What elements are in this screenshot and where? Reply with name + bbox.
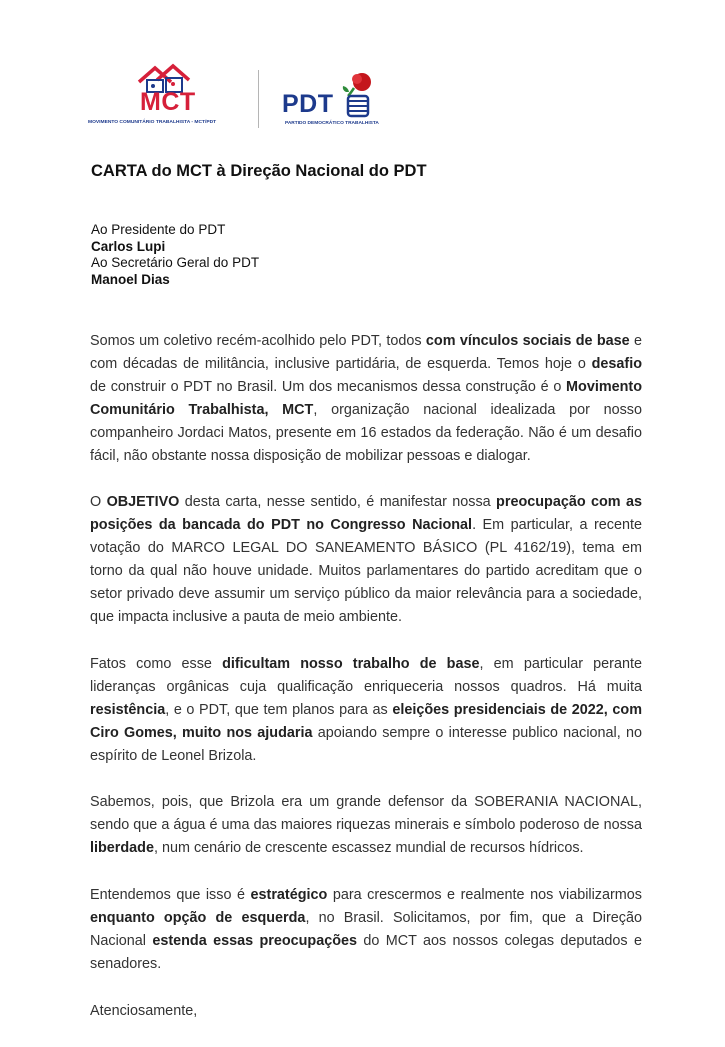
- pdt-rose-fist-icon: [340, 70, 380, 120]
- p1-text: de construir o PDT no Brasil. Um dos mecanismos dessa construção é o: [90, 378, 567, 395]
- pdt-logo-subtitle: PARTIDO DEMOCRÁTICO TRABALHISTA: [285, 121, 379, 126]
- pdt-logo: [282, 68, 392, 134]
- pdt-logo-text: PDT: [282, 90, 334, 118]
- page-title: CARTA do MCT à Direção Nacional do PDT: [91, 162, 427, 180]
- letterhead: [0, 0, 725, 150]
- paragraph-2: [90, 491, 642, 628]
- p2-bold: OBJETIVO: [106, 494, 180, 511]
- p2-text: desta carta, nesse sentido, é manifestar nossa: [179, 494, 497, 511]
- paragraph-3: [90, 653, 642, 768]
- letter-body: [90, 330, 642, 1047]
- recipient-block: [91, 222, 259, 288]
- p2-text: . Em particular, a recente votação do MARCO LEGAL DO SANEAMENTO BÁSICO (PL 4162/19), tema em torno da qual não houve unidade. Muitos parlamentares do partido acreditam que o setor privado deve assumir um serviço público da maior relevância para a sociedade, que impacta inclusive a pauta de meio ambiente.: [90, 517, 642, 625]
- mct-logo: [88, 62, 248, 132]
- paragraph-5: [90, 884, 642, 976]
- logo-divider: [258, 70, 259, 128]
- p5-text: , no Brasil. Solicitamos, por fim, que a Direção Nacional: [90, 910, 642, 949]
- recipient-line-2: Ao Secretário Geral do PDT: [91, 255, 260, 270]
- recipient-name-2: Manoel Dias: [91, 271, 170, 287]
- paragraph-4: [90, 791, 642, 860]
- p3-text: apoiando sempre o interesse publico nacional, no espírito de Leonel Brizola.: [90, 724, 642, 764]
- mct-logo-subtitle: MOVIMENTO COMUNITÁRIO TRABALHISTA - MCT/PDT: [88, 120, 217, 125]
- p3-text: , em particular perante lideranças orgânicas cuja qualificação enriqueceria nossos quadros. Há muita: [90, 655, 642, 695]
- p1-text: , organização nacional idealizada por nosso companheiro Jordaci Matos, presente em 16 estados da federação. Não é um desafio fácil, não obstante nossa disposição de mobilizar pessoas e dialogar.: [90, 401, 642, 464]
- p4-text: , num cenário de crescente escassez mundial de recursos hídricos.: [153, 840, 584, 857]
- recipient-line-1: Ao Presidente do PDT: [91, 222, 226, 237]
- mct-logo-text: MCT: [140, 88, 196, 116]
- p5-text: para crescermos e realmente nos viabilizarmos: [327, 887, 642, 904]
- closing-salutation: Atenciosamente,: [90, 1002, 198, 1019]
- p4-bold: liberdade: [90, 840, 154, 857]
- p5-bold: estratégico: [250, 887, 328, 904]
- p1-bold: Movimento Comunitário Trabalhista, MCT: [90, 378, 642, 418]
- p1-text: e com décadas de militância, inclusive partidária, de esquerda. Temos hoje o: [90, 333, 642, 372]
- p3-text: , e o PDT, que tem planos para as: [165, 701, 393, 718]
- p5-bold: estenda essas preocupações: [152, 932, 358, 949]
- p5-text: Entendemos que isso é: [90, 887, 251, 904]
- p5-bold: enquanto opção de esquerda: [90, 910, 306, 927]
- p2-text: O: [90, 494, 107, 511]
- p1-bold: desafio: [591, 355, 642, 372]
- p1-text: Somos um coletivo recém-acolhido pelo PDT, todos: [90, 333, 426, 349]
- p4-text: Sabemos, pois, que Brizola era um grande defensor da SOBERANIA NACIONAL, sendo que a água é uma das maiores riquezas minerais e símbolo poderoso de nossa: [90, 794, 642, 834]
- p1-bold: com vínculos sociais de base: [425, 333, 630, 349]
- p5-text: do MCT aos nossos colegas deputados e senadores.: [90, 932, 642, 972]
- p3-text: Fatos como esse: [90, 655, 223, 672]
- recipient-name-1: Carlos Lupi: [91, 238, 166, 254]
- p3-bold: eleições presidenciais de 2022, com Ciro Gomes, muito nos ajudaria: [90, 701, 642, 741]
- paragraph-1: [90, 330, 642, 467]
- p3-bold: dificultam nosso trabalho de base: [222, 655, 480, 672]
- p2-bold: preocupação com as posições da bancada do PDT no Congresso Nacional: [90, 494, 642, 534]
- p3-bold: resistência: [90, 701, 166, 718]
